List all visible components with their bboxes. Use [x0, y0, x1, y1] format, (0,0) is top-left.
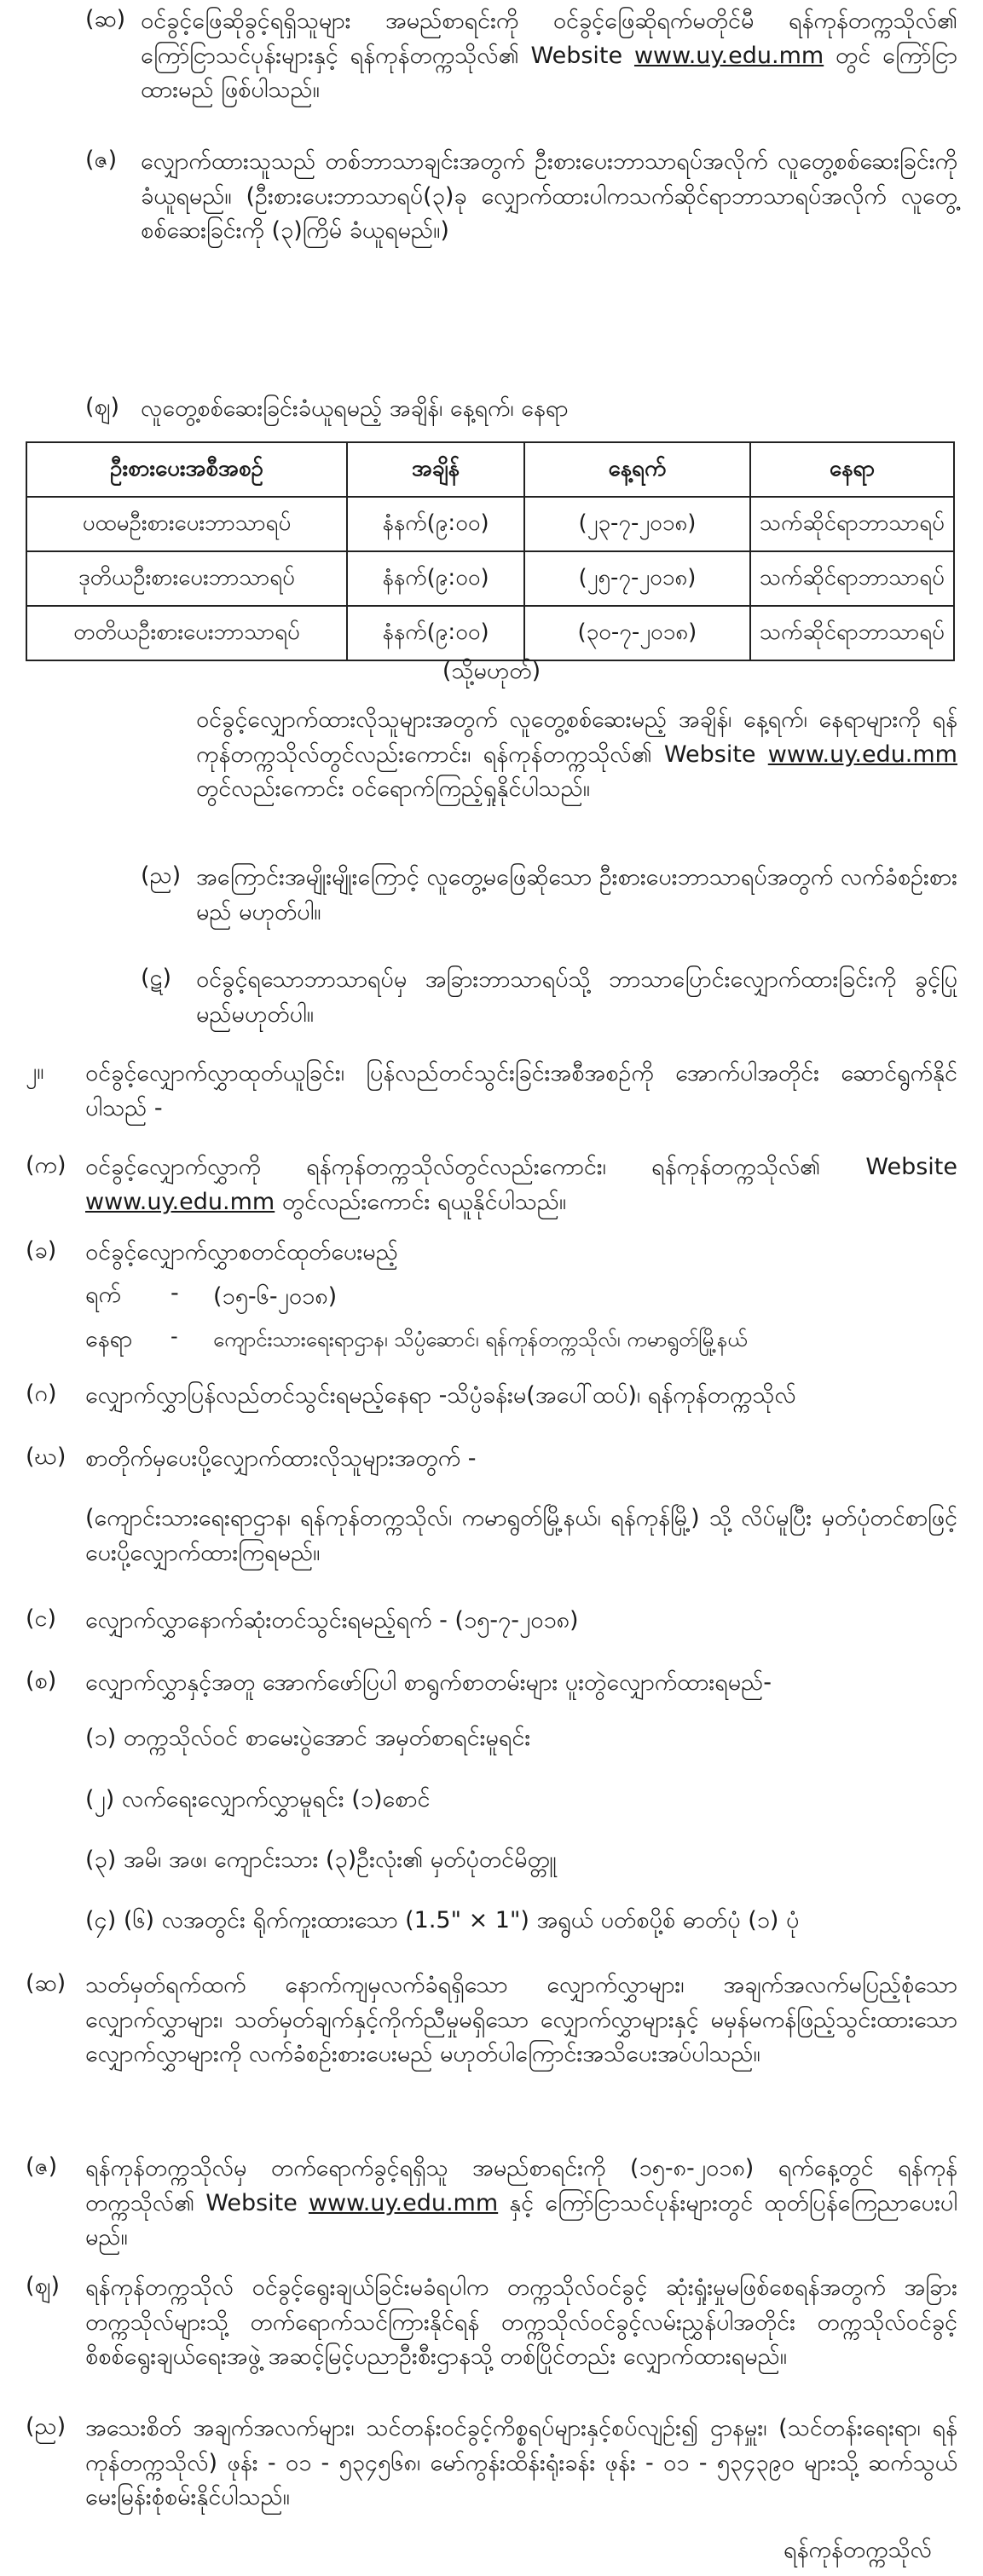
- list-item: (၄) (၆) လအတွင်း ရိုက်ကူးထားသော (1.5" × 1") အရွယ် ပတ်စပို့စ် ဓာတ်ပုံ (၁) ပုံ: [85, 1907, 800, 1933]
- item-label: (ဆ): [26, 1970, 66, 1997]
- place-label: နေရာ: [85, 1326, 133, 1352]
- item-jha: [85, 392, 957, 427]
- website-link[interactable]: www.uy.edu.mm: [308, 2189, 499, 2216]
- item-text: ဝင်ခွင့်ရသောဘာသာရပ်မှ အခြားဘာသာရပ်သို့ ဘာသာပြောင်းလျှောက်ထားခြင်းကို ခွင့်ပြုမည်မဟုတ်ပါ။: [196, 966, 957, 1028]
- table-row: [26, 497, 954, 551]
- item-gha: [26, 1442, 957, 1477]
- list-item: (၂) လက်ရေးလျှောက်လွှာမူရင်း (၁)စောင်: [85, 1786, 431, 1812]
- website-link[interactable]: www.uy.edu.mm: [85, 1188, 275, 1215]
- mailing-instruction: (ကျောင်းသားရေးရာဌာန၊ ရန်ကုန်တက္ကသိုလ်၊ ကမာရွတ်မြို့နယ်၊ ရန်ကုန်မြို့) သို့ လိပ်မူပြီး မှတ်ပုံတင်စာဖြင့် ပေးပို့လျှောက်ထားကြရမည်။: [85, 1505, 957, 1566]
- table-cell: ပထမဦးစားပေးဘာသာရပ်: [26, 497, 347, 551]
- item-text: လူတွေ့စစ်ဆေးခြင်းခံယူရမည့် အချိန်၊ နေ့ရက်၊ နေရာ: [141, 395, 569, 422]
- table-cell: သက်ဆိုင်ရာဘာသာရပ်: [750, 497, 954, 551]
- item-text: ဝင်ခွင့်လျှောက်လွှာစတင်ထုတ်ပေးမည့်: [85, 1239, 398, 1265]
- section-2: [26, 1057, 957, 1126]
- item-text: ဝင်ခွင့်ဖြေဆိုခွင့်ရရှိသူများ အမည်စာရင်းကို ဝင်ခွင့်ဖြေဆိုရက်မတိုင်မီ ရန်ကုန်တက္ကသိုလ်၏ ကြော်ငြာသင်ပုန်းများနှင့် ရန်ကုန်တက္ကသိုလ်၏ Website www.uy.edu.mm တွင် ကြော်ငြာထားမည် ဖြစ်ပါသည်။: [141, 8, 957, 103]
- item-label: (ဇ): [26, 2153, 58, 2180]
- column-header: နေ့ရက်: [524, 442, 750, 497]
- item-label: (က): [26, 1152, 66, 1179]
- footer-signature: ရန်ကုန်တက္ကသိုလ်: [784, 2537, 932, 2563]
- list-item: (၁) တက္ကသိုလ်ဝင် စာမေးပွဲအောင် အမှတ်စာရင်းမူရင်း: [85, 1725, 531, 1751]
- list-item: (၃) အမိ၊ အဖ၊ ကျောင်းသား (၃)ဦးလုံး၏ မှတ်ပုံတင်မိတ္တူ: [85, 1847, 557, 1873]
- issue-place-line: နေရာ - ကျောင်းသားရေးရာဌာန၊ သိပ္ပံဆောင်၊ ရန်ကုန်တက္ကသိုလ်၊ ကမာရွတ်မြို့နယ်: [85, 1324, 966, 1358]
- item-label: (ဆ): [85, 6, 126, 32]
- item-text: လျှောက်လွှာပြန်လည်တင်သွင်းရမည့်နေရာ -သိပ္ပံခန်းမ(အပေါ်ထပ်)၊ ရန်ကုန်တက္ကသိုလ်: [85, 1382, 796, 1409]
- date-label: ရက်: [85, 1282, 121, 1308]
- issue-date: (၁၅-၆-၂၀၁၈): [213, 1283, 338, 1310]
- item-za: [85, 145, 957, 249]
- table-cell: သက်ဆိုင်ရာဘာသာရပ်: [750, 551, 954, 606]
- item-label: (ည): [26, 2413, 66, 2440]
- table-row: [26, 606, 954, 660]
- item-ca-2: [26, 1968, 957, 2072]
- schedule-table: [26, 441, 955, 661]
- or-text: (သို့မဟုတ်): [442, 658, 541, 684]
- item-label: (င): [26, 1605, 57, 1632]
- table-cell: သက်ဆိုင်ရာဘာသာရပ်: [750, 606, 954, 660]
- alt-paragraph: ဝင်ခွင့်လျှောက်ထားလိုသူများအတွက် လူတွေ့စစ်ဆေးမည့် အချိန်၊ နေ့ရက်၊ နေရာများကို ရန်ကုန်တက္ကသိုလ်တွင်လည်းကောင်း၊ ရန်ကုန်တက္ကသိုလ်၏ Website www.uy.edu.mm တွင်လည်းကောင်း ဝင်ရောက်ကြည့်ရှုနိုင်ပါသည်။: [196, 706, 957, 802]
- item-text: အကြောင်းအမျိုးမျိုးကြောင့် လူတွေ့မဖြေဆိုသော ဦးစားပေးဘာသာရပ်အတွက် လက်ခံစဉ်းစားမည် မဟုတ်ပါ။: [196, 864, 957, 925]
- item-text: ရန်ကုန်တက္ကသိုလ်မှ တက်ရောက်ခွင့်ရရှိသူ အမည်စာရင်းကို (၁၅-၈-၂၀၁၈) ရက်နေ့တွင် ရန်ကုန်တက္ကသိုလ်၏ Website www.uy.edu.mm နှင့် ကြော်ငြာသင်ပုန်းများတွင် ထုတ်ပြန်ကြေညာပေးပါမည်။: [85, 2155, 957, 2250]
- item-label: (ဈ): [85, 394, 120, 420]
- item-ca: [85, 4, 957, 108]
- item-nga: [26, 1604, 957, 1639]
- item-text: သတ်မှတ်ရက်ထက် နောက်ကျမှလက်ခံရရှိသော လျှောက်လွှာများ၊ အချက်အလက်မပြည့်စုံသော လျှောက်လွှာများ၊ သတ်မှတ်ချက်နှင့်ကိုက်ညီမှုမရှိသော လျှောက်လွှာများနှင့် မမှန်မကန်ဖြည့်သွင်းထားသော လျှောက်လွှာများကို လက်ခံစဉ်းစားပေးမည် မဟုတ်ပါကြောင်းအသိပေးအပ်ပါသည်။: [85, 1972, 957, 2067]
- column-header: ဦးစားပေးအစီအစဉ်: [26, 442, 347, 497]
- item-ka: [26, 1150, 957, 1219]
- website-link[interactable]: www.uy.edu.mm: [767, 741, 957, 768]
- section-label: ၂။: [26, 1058, 44, 1085]
- website-link[interactable]: www.uy.edu.mm: [633, 42, 824, 69]
- table-cell: နံနက်(၉:၀၀): [347, 606, 524, 660]
- item-label: (ဇ): [85, 147, 118, 173]
- table-cell: နံနက်(၉:၀၀): [347, 497, 524, 551]
- item-ta: [141, 963, 957, 1032]
- item-label: (ဈ): [26, 2273, 61, 2299]
- item-za-2: [26, 2152, 957, 2256]
- item-nya-2: [26, 2412, 957, 2515]
- item-text: စာတိုက်မှပေးပို့လျှောက်ထားလိုသူများအတွက် -: [85, 1445, 477, 1472]
- issue-place: ကျောင်းသားရေးရာဌာန၊ သိပ္ပံဆောင်၊ ရန်ကုန်တက္ကသိုလ်၊ ကမာရွတ်မြို့နယ်: [213, 1328, 748, 1351]
- item-sa: [26, 1666, 957, 1701]
- item-label: (ဃ): [26, 1444, 66, 1470]
- item-label: (ခ): [26, 1237, 57, 1264]
- item-jha-2: [26, 2271, 957, 2375]
- table-cell: (၂၃-၇-၂၀၁၈): [524, 497, 750, 551]
- section-text: ဝင်ခွင့်လျှောက်လွှာထုတ်ယူခြင်း၊ ပြန်လည်တင်သွင်းခြင်းအစီအစဉ်ကို အောက်ပါအတိုင်း ဆောင်ရွက်နိုင်ပါသည် -: [85, 1060, 957, 1121]
- item-label: (ဂ): [26, 1380, 57, 1407]
- item-text: အသေးစိတ် အချက်အလက်များ၊ သင်တန်းဝင်ခွင့်ကိစ္စရပ်များနှင့်စပ်လျဉ်း၍ ဌာနမှူး၊ (သင်တန်းရေးရာ၊ ရန်ကုန်တက္ကသိုလ်) ဖုန်း - ၀၁ - ၅၃၄၅၆၈၊ မော်ကွန်းထိန်းရုံးခန်း ဖုန်း - ၀၁ - ၅၃၄၃၉၀ များသို့ ဆက်သွယ်မေးမြန်းစုံစမ်းနိုင်ပါသည်။: [85, 2415, 957, 2510]
- table-cell: ဒုတိယဦးစားပေးဘာသာရပ်: [26, 551, 347, 606]
- item-label: (ဋ): [141, 965, 172, 991]
- table-cell: နံနက်(၉:၀၀): [347, 551, 524, 606]
- item-ga: [26, 1379, 957, 1414]
- item-label: (စ): [26, 1668, 57, 1694]
- table-cell: (၃၀-၇-၂၀၁၈): [524, 606, 750, 660]
- table-row: [26, 551, 954, 606]
- item-text: ဝင်ခွင့်လျှောက်လွှာကို ရန်ကုန်တက္ကသိုလ်တွင်လည်းကောင်း၊ ရန်ကုန်တက္ကသိုလ်၏ Website www.uy.edu.mm တွင်လည်းကောင်း ရယူနိုင်ပါသည်။: [85, 1154, 957, 1215]
- issue-date-line: ရက် - (၁၅-၆-၂၀၁၈): [85, 1280, 957, 1315]
- item-text: လျှောက်ထားသူသည် တစ်ဘာသာချင်းအတွက် ဦးစားပေးဘာသာရပ်အလိုက် လူတွေ့စစ်ဆေးခြင်းကိုခံယူရမည်။ (ဦးစားပေးဘာသာရပ်(၃)ခု လျှောက်ထားပါကသက်ဆိုင်ရာဘာသာရပ်အလိုက် လူတွေ့စစ်ဆေးခြင်းကို (၃)ကြိမ် ခံယူရမည်။): [141, 148, 957, 244]
- item-text: ရန်ကုန်တက္ကသိုလ် ဝင်ခွင့်ရွေးချယ်ခြင်းမခံရပါက တက္ကသိုလ်ဝင်ခွင့် ဆုံးရှုံးမှုမဖြစ်စေရန်အတွက် အခြားတက္ကသိုလ်များသို့ တက်ရောက်သင်ကြားနိုင်ရန် တက္ကသိုလ်ဝင်ခွင့်လမ်းညွှန်ပါအတိုင်း တက္ကသိုလ်ဝင်ခွင့် စိစစ်ရွေးချယ်ရေးအဖွဲ့ အဆင့်မြင့်ပညာဦးစီးဌာနသို့ တစ်ပြိုင်တည်း လျှောက်ထားရမည်။: [85, 2274, 957, 2370]
- column-header: အချိန်: [347, 442, 524, 497]
- item-text: လျှောက်လွှာနောက်ဆုံးတင်သွင်းရမည့်ရက် - (၁၅-၇-၂၀၁၈): [85, 1607, 579, 1634]
- item-nya: [141, 861, 957, 930]
- table-header-row: [26, 442, 954, 497]
- item-kha: [26, 1236, 957, 1271]
- table-cell: (၂၅-၇-၂၀၁၈): [524, 551, 750, 606]
- item-label: (ည): [141, 862, 182, 889]
- item-text: လျှောက်လွှာနှင့်အတူ အောက်ဖော်ပြပါ စာရွက်စာတမ်းများ ပူးတွဲလျှောက်ထားရမည်-: [85, 1669, 772, 1696]
- column-header: နေရာ: [750, 442, 954, 497]
- table-cell: တတိယဦးစားပေးဘာသာရပ်: [26, 606, 347, 660]
